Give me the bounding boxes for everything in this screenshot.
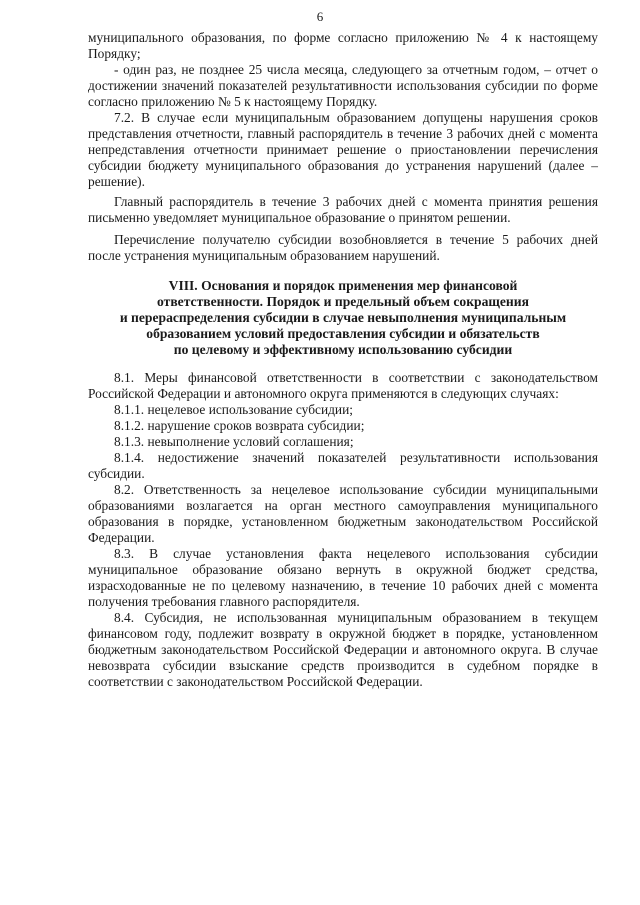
- paragraph-8-2: 8.2. Ответственность за нецелевое использование субсидии муниципальными образованиями возлагается на орган местного самоуправления муниципального образования в порядке, установленном бюджетным законодательством Российской Федерации.: [88, 482, 598, 545]
- section-heading-line: и перераспределения субсидии в случае невыполнения муниципальным: [119, 310, 567, 325]
- paragraph-8-4: 8.4. Субсидия, не использованная муниципальным образованием в текущем финансовом году, подлежит возврату в окружной бюджет в порядке, установленном бюджетным законодательством Российской Федерации и автономного округа. В случае невозврата субсидии взыскание средств производится в судебном порядке в соответствии с законодательством Российской Федерации.: [88, 610, 598, 689]
- paragraph-resume: Перечисление получателю субсидии возобновляется в течение 5 рабочих дней после устранения муниципальным образованием нарушений.: [88, 232, 598, 263]
- paragraph-report-annual: - один раз, не позднее 25 числа месяца, следующего за отчетным годом, – отчет о достижении значений показателей результативности использования субсидии по форме согласно приложению № 5 к настоящему Порядку.: [88, 62, 598, 109]
- section-heading: [88, 278, 598, 358]
- paragraph-notice: Главный распорядитель в течение 3 рабочих дней с момента принятия решения письменно уведомляет муниципальное образование о принятом решении.: [88, 194, 598, 225]
- section-heading-line: по целевому и эффективному использованию субсидии: [173, 342, 513, 357]
- list-item-8-1-4: 8.1.4. недостижение значений показателей результативности использования субсидии.: [88, 450, 598, 481]
- section-heading-line: VIII. Основания и порядок применения мер финансовой: [168, 278, 518, 293]
- section-heading-line: образованием условий предоставления субсидии и обязательств: [146, 326, 540, 341]
- document-body: [88, 30, 598, 690]
- paragraph-8-3: 8.3. В случае установления факта нецелевого использования субсидии муниципальное образование обязано вернуть в окружной бюджет средства, израсходованные не по целевому назначению, в течение 10 рабочих дней с момента получения требования главного распорядителя.: [88, 546, 598, 609]
- section-heading-line: ответственности. Порядок и предельный объем сокращения: [157, 294, 529, 309]
- paragraph-8-1: 8.1. Меры финансовой ответственности в соответствии с законодательством Российской Федерации и автономного округа применяются в следующих случаях:: [88, 370, 598, 401]
- paragraph-7-2: 7.2. В случае если муниципальным образованием допущены нарушения сроков представления отчетности, главный распорядитель в течение 3 рабочих дней с момента непредставления отчетности принимает решение о приостановлении перечисления субсидии бюджету муниципального образования до устранения нарушений (далее – решение).: [88, 110, 598, 189]
- page-number: 6: [316, 9, 324, 24]
- paragraph-continuation: муниципального образования, по форме согласно приложению № 4 к настоящему Порядку;: [88, 30, 598, 61]
- list-item-8-1-2: 8.1.2. нарушение сроков возврата субсидии;: [114, 418, 365, 433]
- list-item-8-1-3: 8.1.3. невыполнение условий соглашения;: [114, 434, 354, 449]
- list-item-8-1-1: 8.1.1. нецелевое использование субсидии;: [114, 402, 353, 417]
